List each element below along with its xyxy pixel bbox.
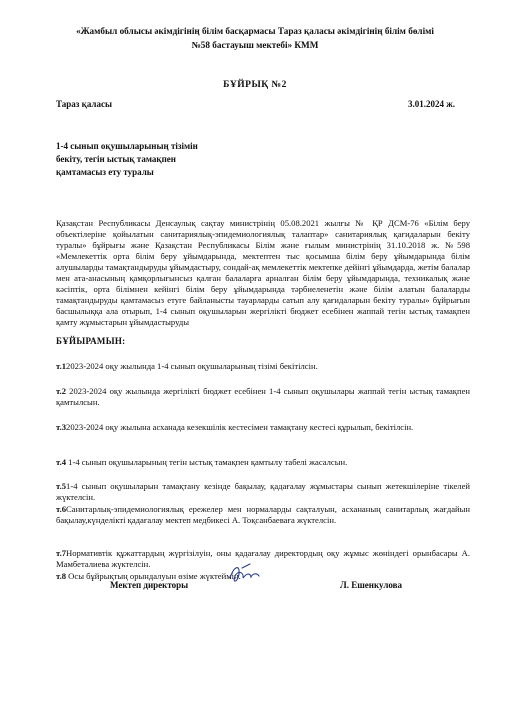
item-number: т.6 <box>56 504 67 514</box>
item-text: 1-4 сынып оқушыларын тамақтану кезінде бақылау, қадағалау жұмыстары сынып жетекшілеріне тікелей жүктелсін. <box>56 481 470 502</box>
item-number: т.7 <box>56 548 67 558</box>
date: 3.01.2024 ж. <box>408 99 456 109</box>
handwritten-signature <box>226 560 266 588</box>
decree-heading: БҰЙЫРАМЫН: <box>56 336 126 346</box>
order-title: БҰЙРЫҚ №2 <box>223 80 287 90</box>
order-subject: 1-4 сынып оқушыларының тізімін бекіту, тегін ыстық тамақпен қамтамасыз ету туралы <box>56 141 198 177</box>
header-line-2: №58 бастауыш мектебі» КММ <box>191 40 319 50</box>
item-text: Санитарлық-эпидемиологиялық ережелер мен нормаларды сақталуын, асхананың санитарлық жағдайын бақылау,күнделікті қадағалау мектеп медбикесі А. Тоқсанбаеваға жүктелсін. <box>56 504 470 525</box>
order-item-3 <box>56 422 470 433</box>
item-text: 2023-2024 оқу жылына асханада кезекшілік кестесімен тамақтану кестесі құрылып, бекітілсін. <box>66 422 414 432</box>
preamble-paragraph: Қазақстан Республикасы Денсаулық сақтау министрінің 05.08.2021 жылғы № ҚР ДСМ-76 «Білім беру объектілеріне қойылатын санитариялық-эпидемиологиялық талаптар» санитариялық қағидаларын бекіту туралы» бұйрығы және Қазақстан Республикасы Білім және ғылым министрінің 31.10.2018 ж. №598 «Мемлекеттік орта білім беру ұйымдарында, мектептен тыс қосымша білім беру ұйымдарында білім алушыларды тамақтандыруды ұйымдастыру, сондай-ақ мемлекеттік мектепке дейінгі ұйымдарда, жетім балалар мен ата-анасының қамқорлығынсыз қалған балаларға арналған білім беру ұйымдарында, техникалық және кәсіптік, орта білімнен кейінгі білім беру ұйымдарында тәрбиеленетін және білім алатын балаларды тамақтандыруды қамтамасыз етуге байланысты тауарларды сатып алу қағидаларын бекіту туралы» бұйрығын басшылыққа ала отырып, 1-4 сынып оқушыларын жергілікті бюджет есебінен жаппай тегін ыстық тамақпен қамту жұмыстарын ұйымдастыруды <box>56 218 470 327</box>
order-item-4 <box>56 457 470 468</box>
order-item-5 <box>56 481 470 503</box>
director-title: Мектеп директоры <box>110 580 189 590</box>
city: Тараз қаласы <box>56 99 112 109</box>
item-number: т.8 <box>56 571 67 581</box>
header-line-1: «Жамбыл облысы әкімдігінің білім басқармасы Тараз қаласы әкімдігінің білім бөлімі <box>76 26 434 36</box>
item-number: т.5 <box>56 481 67 491</box>
organization-header <box>40 24 470 52</box>
item-number: т.3 <box>56 422 67 432</box>
item-text: Нормативтік құжаттардың жүргізілуін, оны қадағалау директордың оқу жұмыс жөніндегі орынбасары А. Мамбеталиева жүктелсін. <box>56 548 470 569</box>
director-name: Л. Ешенкулова <box>340 580 403 590</box>
item-text: 2023-2024 оқу жылында 1-4 сынып оқушыларының тізімі бекітілсін. <box>66 361 318 371</box>
order-item-1 <box>56 361 470 372</box>
order-item-6 <box>56 504 470 526</box>
item-text: 1-4 сынып оқушыларының тегін ыстық тамақпен қамтылу табелі жасалсын. <box>66 457 348 467</box>
item-number: т.2 <box>56 386 67 396</box>
order-item-2 <box>56 386 470 408</box>
item-number: т.4 <box>56 457 67 467</box>
item-text: 2023-2024 оқу жылында жергілікті бюджет есебінен 1-4 сынып оқушылары жаппай тегін ыстық тамақпен қамтылсын. <box>56 386 470 407</box>
item-number: т.1 <box>56 361 67 371</box>
item-text: Осы бұйрықтың орындалуын өзіме жүктеймін. <box>66 571 241 581</box>
